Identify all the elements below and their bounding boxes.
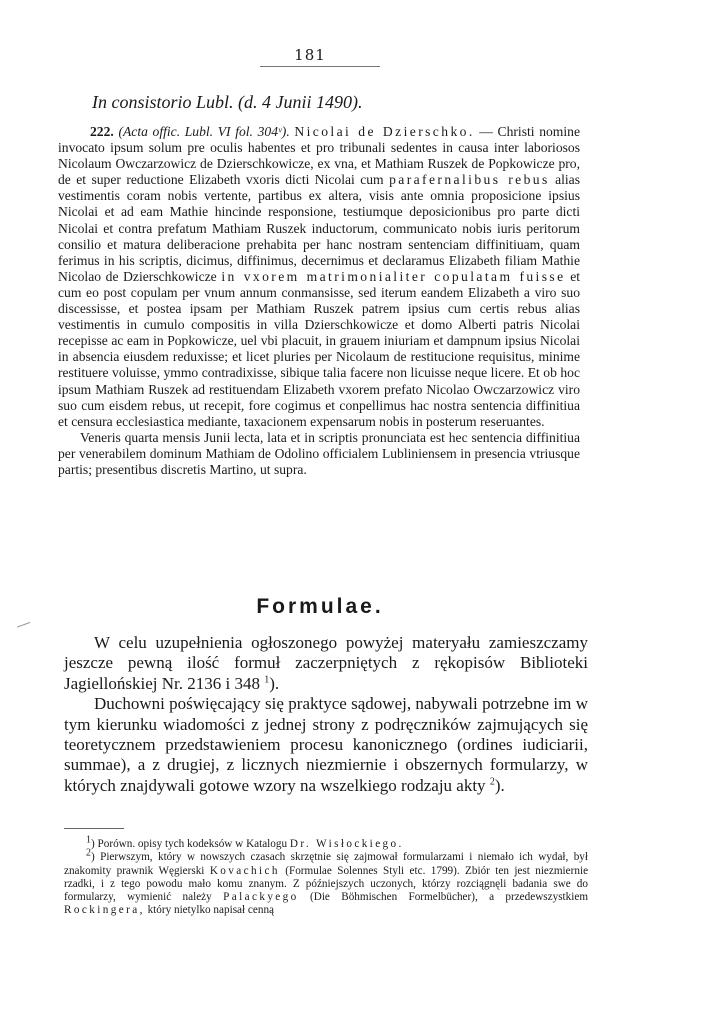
footnote-rule <box>64 828 124 829</box>
footnote-2-text-b: (Formulae Solennes Styli etc. 1799). Zbiór ten jest niezmiernie rzadki, i z tego powodu mało komu znanym. Z późniejszych uczonych, którzy rozciągnęli badania swe do formularzy, wymienić należy <box>64 864 589 904</box>
footnote-2-mark: 2 <box>86 847 91 859</box>
intro-paragraph-2-end: ). <box>494 775 505 795</box>
footnote-2-text-d: który nietylko napisał cenną <box>147 904 275 917</box>
footnote-1 <box>64 834 588 851</box>
page-number: 181 <box>294 46 326 64</box>
intro-text <box>64 633 588 796</box>
intro-paragraph-2-text: Duchowni poświęcający się praktyce sądowej, nabywali potrzebne im w tym kierunku wiadomości z jednej strony z podręczników zajmujących się teoretycznem przedstawieniem procesu kanonicznego (ordines iudiciarii, summae), a z drugiej, z licznych niezmiernie i obszernych formularzy, w których znajdywali gotowe wzory na wszelkiego rodzaju akty <box>64 694 588 795</box>
footnote-ref-2: 2 <box>489 776 495 788</box>
footnote-1-text: ) Porówn. opisy tych kodeksów w Katalogu <box>91 838 288 850</box>
footnotes <box>64 834 589 918</box>
footnote-2-author-2: Palackyego <box>223 891 299 904</box>
record-heading: In consistorio Lubl. (d. 4 Junii 1490). <box>92 92 363 112</box>
footnote-1-author: Dr. Wisłockiego. <box>289 838 404 850</box>
footnote-2-author-3: Rockingera, <box>64 904 145 917</box>
record-party-name: Nicolai de Dzierschko. <box>294 124 475 139</box>
intro-paragraph-1 <box>64 633 588 694</box>
record-spaced-text-2: in vxorem matrimonialiter copulatam fuisse <box>221 268 566 284</box>
intro-paragraph-1-end: ). <box>269 673 280 693</box>
record-text-2: alias vestimentis coram nobis vertente, partibus ex altera, visis ante omnia proposicione ipsius Nicolai et ad eam Mathie hincinde responsione, testiumque deposicionibus pro parte dicti Nicolai et contra prefatum Mathiam Ruszek inductorum, communicato nobis iuris peritorum consilio et matura deliberacione prehabita per hanc nostram sentenciam diffinitiuam, quam ferimus in his scriptis, dicimus, diffinimus, decernimus et declaramus Elizabeth filiam Mathie Nicolao de Dzierschkowicze <box>58 172 581 284</box>
record-paragraph <box>58 124 580 430</box>
footnote-2-text-c: (Die Böhmischen Formelbücher), a przedewszystkiem <box>310 891 589 904</box>
page-number-rule <box>260 66 380 67</box>
section-title: Formulae. <box>256 595 384 618</box>
footnote-2 <box>64 847 589 917</box>
footnote-1-mark: 1 <box>86 834 91 846</box>
record-text-1: — Christi nomine invocato ipsum solum pre oculis habentes et pro tribunali sedentes in causa inter laboriosos Nicolaum Owczarzowicz de Dzierschkowicze, ex vna, et Mathiam Ruszek de Popkowicze pro, de et super reductione Elizabeth vxoris dicti Nicolai cum <box>58 124 580 188</box>
intro-paragraph-1-text: W celu uzupełnienia ogłoszonego powyżej materyału zamieszczamy jeszcze pewną ilość formuł zaczerpniętych z rękopisów Biblioteki Jagiellońskiej Nr. 2136 i 348 <box>64 633 588 693</box>
footnote-2-text-a: ) Pierwszym, który w nowszych czasach skrzętnie się zajmował formularzami i niemało ich wydał, był znakomity prawnik Węgierski <box>64 851 588 877</box>
footnote-ref-1: 1 <box>264 674 270 686</box>
record-entry <box>58 124 580 478</box>
footnote-2-author-1: Kovachich <box>209 864 280 877</box>
record-text-3: et cum eo post copulam per vnum annum conmansisse, sed iterum eandem Elizabeth a viro suo discessisse, et postea ipsam per Mathiam Ruszek patrem ipsius cum certis rebus alias vestimentis in cumulo compositis in villa Dzierschkowicze et domo Alberti patris Nicolai recepisse ac eam in Popkowicze, uel vbi placuit, in grauem iniuriam et dampnum ipsius Nicolai in absencia eiusdem reduxisse; et licet pluries per Nicolaum de restitucione requisitus, minime restituere voluisse, ymmo contradixisse, sibique talia facere non licuisse neque licere. Et ob hoc ipsum Mathiam Ruszek ad restituendam Elizabeth vxorem prefato Nicolao Owczarzowicz viro suo cum eisdem rebus, ut recepit, fore cogimus et conpellimus hac nostra sentencia diffinitiua et censura ecclesiastica mediante, taxacionem expensarum nobis in posterum reseruantes. <box>58 268 580 429</box>
record-number: 222. <box>90 124 114 139</box>
record-spaced-text-1: parafernalibus rebus <box>389 172 550 188</box>
margin-mark <box>17 622 33 635</box>
intro-paragraph-2 <box>64 694 588 796</box>
record-closing-paragraph: Veneris quarta mensis Junii lecta, lata et in scriptis pronunciata est hec sentencia diffinitiua per venerabilem dominum Mathiam de Odolino officialem Lubliniensem in presencia vtriusque partis; presentibus discretis Martino, ut supra. <box>58 429 580 477</box>
record-source: (Acta offic. Lubl. VI fol. 304ᵛ). <box>118 124 290 139</box>
